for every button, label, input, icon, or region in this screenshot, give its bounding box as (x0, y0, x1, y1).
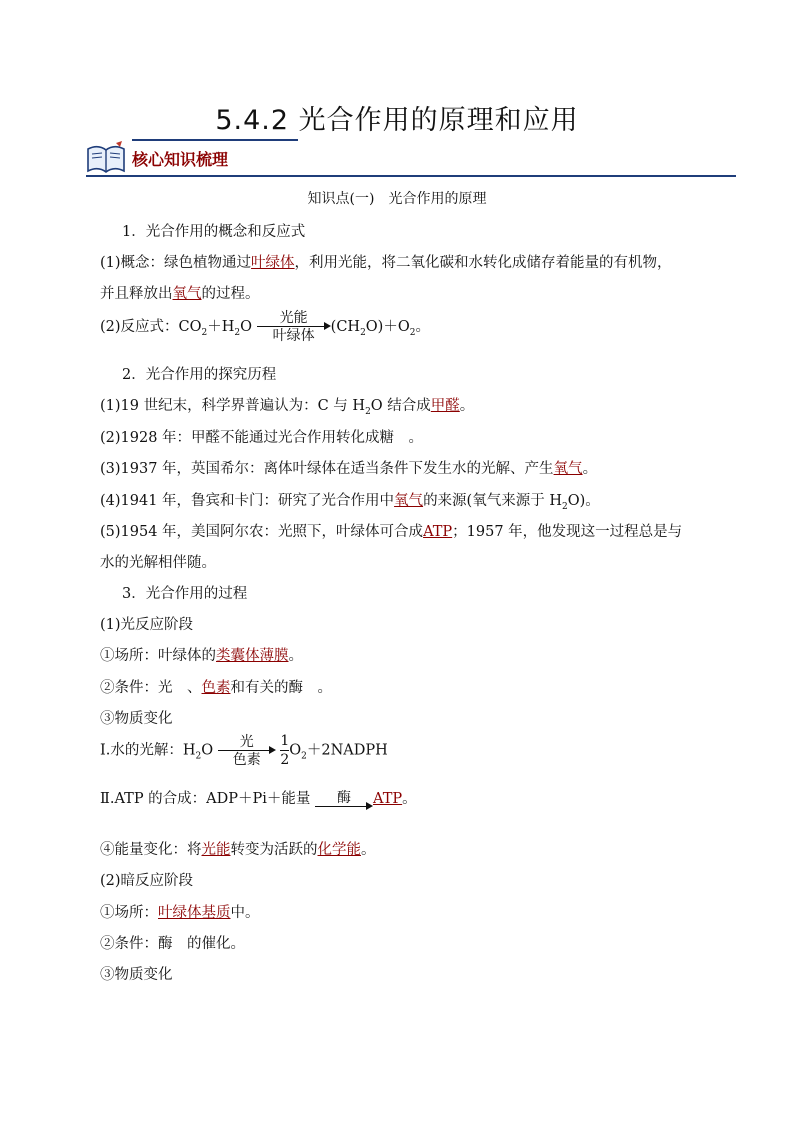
text: (CH (330, 319, 361, 335)
water-photolysis (100, 733, 388, 768)
text: ＋H (207, 319, 235, 335)
light-place (100, 644, 303, 665)
subscript: 2 (360, 327, 366, 338)
arrow-condition-top: 光 (239, 733, 254, 750)
text: 。 (402, 791, 417, 807)
dark-matter: ③物质变化 (100, 967, 173, 983)
answer-chemical-energy: 化学能 (317, 842, 361, 858)
text: ①场所：叶绿体的 (100, 648, 216, 664)
arrow-icon (218, 750, 276, 752)
text: O (289, 742, 302, 759)
heading-concept: 1．光合作用的概念和反应式 (122, 224, 306, 240)
energy-change (100, 838, 376, 859)
reaction-arrow (257, 310, 331, 344)
concept-line-1 (100, 251, 672, 272)
atp-synthesis (100, 787, 417, 808)
heading-history: 2．光合作用的探究历程 (122, 367, 277, 383)
history-5-cont: 水的光解相伴随。 (100, 555, 216, 571)
subscript: 2 (195, 751, 202, 762)
concept-line-2 (100, 282, 260, 303)
arrow-condition-top: 酶 (337, 790, 352, 806)
text: ＋2NADPH (306, 742, 388, 759)
page-title: 5.4.2 光合作用的原理和应用 (215, 105, 579, 136)
dark-place (100, 901, 260, 922)
badge-top-rule (132, 139, 298, 141)
light-matter: ③物质变化 (100, 711, 173, 727)
badge-bottom-rule (86, 175, 736, 177)
section-heading: 知识点(一) 光合作用的原理 (307, 191, 487, 207)
answer-oxygen: 氧气 (394, 493, 424, 509)
text: 并且释放出 (100, 286, 173, 302)
photolysis-arrow (218, 734, 276, 768)
text: O 结合成 (370, 398, 431, 414)
text: 。 (288, 648, 303, 664)
text: 转变为活跃的 (230, 842, 318, 858)
text: (1)概念：绿色植物通过 (100, 255, 252, 271)
subscript: 2 (409, 327, 416, 338)
dark-stage: (2)暗反应阶段 (100, 873, 194, 889)
text: 。 (361, 842, 376, 858)
text: 的过程。 (201, 286, 260, 302)
fraction (280, 733, 289, 768)
denominator: 2 (280, 752, 290, 768)
answer-atp: ATP (423, 524, 453, 540)
history-2: (2)1928 年：甲醛不能通过光合作用转化成糖 。 (100, 430, 424, 446)
text: ①场所： (100, 905, 158, 921)
arrow-icon (315, 806, 373, 808)
answer-atp: ATP (373, 791, 403, 807)
fraction-bar (280, 750, 289, 751)
text: (4)1941 年，鲁宾和卡门：研究了光合作用中 (100, 493, 395, 509)
history-4 (100, 489, 600, 512)
text: O (240, 319, 253, 335)
text: 和有关的酶 。 (230, 680, 332, 696)
answer-formaldehyde: 甲醛 (430, 398, 460, 414)
arrow-icon (257, 326, 331, 328)
light-stage: (1)光反应阶段 (100, 617, 194, 633)
text: 。 (415, 319, 430, 335)
text: ④能量变化：将 (100, 842, 202, 858)
text: Ⅰ.水的光解：H (100, 742, 196, 759)
text: ②条件：光 、 (100, 680, 202, 696)
section-badge (86, 137, 736, 181)
arrow-condition-top: 光能 (279, 310, 308, 326)
text: (3)1937 年，英国希尔：离体叶绿体在适当条件下发生水的光解、产生 (100, 461, 554, 477)
text: (1)19 世纪末，科学界普遍认为：C 与 H (100, 398, 366, 414)
arrow-condition-bottom: 叶绿体 (272, 328, 315, 344)
text: (2)反应式：CO (100, 319, 202, 335)
answer-pigment: 色素 (201, 680, 231, 696)
subscript: 2 (561, 501, 568, 512)
answer-light-energy: 光能 (201, 842, 231, 858)
book-icon (86, 141, 126, 175)
reaction-equation (100, 310, 430, 344)
answer-stroma: 叶绿体基质 (158, 905, 231, 921)
arrow-condition-bottom: 色素 (232, 751, 261, 768)
badge-label: 核心知识梳理 (132, 150, 229, 169)
answer-thylakoid: 类囊体薄膜 (216, 648, 289, 664)
heading-process: 3．光合作用的过程 (122, 586, 248, 602)
answer-chloroplast: 叶绿体 (251, 255, 295, 271)
history-1 (100, 394, 474, 417)
text: (5)1954 年，美国阿尔农：光照下，叶绿体可合成 (100, 524, 424, 540)
subscript: 2 (201, 327, 208, 338)
dark-condition: ②条件：酶 的催化。 (100, 936, 245, 952)
text: 。 (459, 398, 475, 414)
light-condition (100, 676, 332, 697)
answer-oxygen: 氧气 (172, 286, 202, 302)
text: O)＋O (365, 319, 410, 335)
text: O (201, 742, 214, 759)
text: O)。 (567, 493, 600, 509)
answer-oxygen: 氧气 (553, 461, 583, 477)
history-5 (100, 520, 682, 541)
atp-arrow (315, 790, 373, 808)
subscript: 2 (301, 751, 307, 762)
text: Ⅱ.ATP 的合成：ADP＋Pi＋能量 (100, 791, 311, 807)
text: 中。 (230, 905, 260, 921)
text: 的来源(氧气来源于 H (423, 493, 562, 509)
text: 。 (582, 461, 598, 477)
numerator: 1 (280, 733, 290, 749)
text: ，利用光能，将二氧化碳和水转化成储存着能量的有机物， (294, 255, 672, 271)
subscript: 2 (365, 406, 371, 417)
history-3 (100, 457, 597, 478)
subscript: 2 (234, 327, 241, 338)
text: ；1957 年，他发现这一过程总是与 (452, 524, 683, 540)
